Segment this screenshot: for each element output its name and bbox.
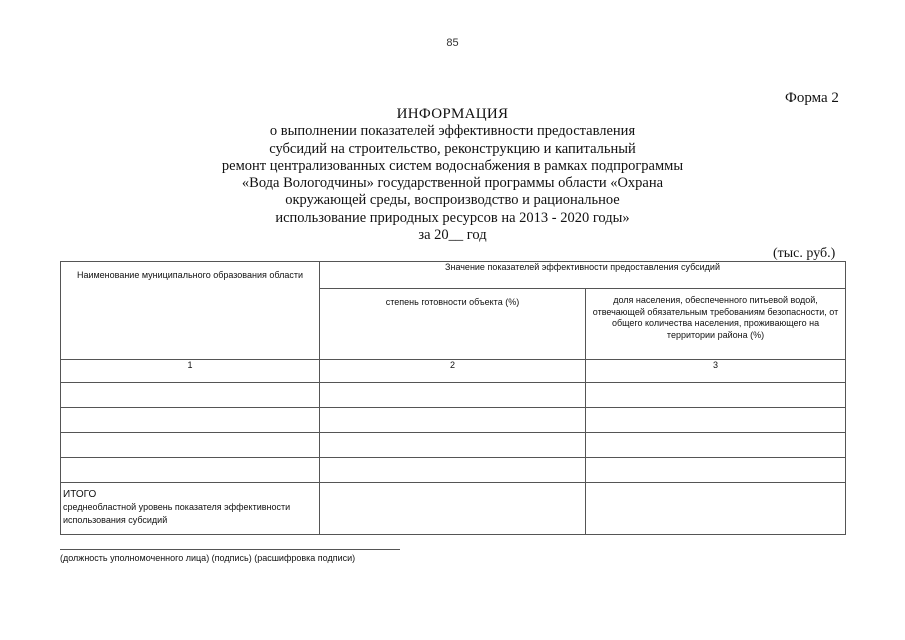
table-row: [61, 383, 846, 408]
header-readiness: степень готовности объекта (%): [320, 289, 586, 360]
table-row: [61, 458, 846, 483]
total-sublabel: среднеобластной уровень показателя эффективности использования субсидий: [63, 502, 291, 525]
title-line: использование природных ресурсов на 2013 - 2020 годы»: [275, 209, 630, 226]
title-line: субсидий на строительство, реконструкцию и капитальный: [269, 140, 636, 157]
table-cell[interactable]: [586, 408, 846, 433]
total-label: ИТОГО: [63, 489, 97, 500]
header-municipality: Наименование муниципального образования области: [61, 262, 320, 360]
table-row: [61, 408, 846, 433]
total-cell-population-share[interactable]: [586, 483, 846, 535]
table-cell[interactable]: [61, 458, 320, 483]
table-cell[interactable]: [586, 458, 846, 483]
title-year-line: за 20__ год: [418, 227, 487, 244]
total-cell-readiness[interactable]: [320, 483, 586, 535]
column-number-3: 3: [586, 360, 846, 383]
header-population-share: доля населения, обеспеченного питьевой водой, отвечающей обязательным требованиям безопасности, от общего количества населения, проживающего на территории района (%): [586, 289, 846, 360]
header-indicator-group: Значение показателей эффективности предоставления субсидий: [320, 262, 846, 289]
total-label-cell: [61, 483, 320, 535]
units-label: (тыс. руб.): [773, 246, 836, 261]
title-line: о выполнении показателей эффективности предоставления: [269, 123, 636, 140]
page-number: 85: [446, 37, 459, 49]
table-row: [61, 433, 846, 458]
column-number-1: 1: [61, 360, 320, 383]
signature-line: [60, 549, 400, 550]
form-label: Форма 2: [785, 90, 839, 106]
document-title: [150, 106, 755, 244]
column-number-2: 2: [320, 360, 586, 383]
table-cell[interactable]: [61, 408, 320, 433]
table-cell[interactable]: [320, 433, 586, 458]
table-cell[interactable]: [320, 383, 586, 408]
table-cell[interactable]: [320, 408, 586, 433]
table-cell[interactable]: [61, 433, 320, 458]
table-cell[interactable]: [320, 458, 586, 483]
total-row: [61, 483, 846, 535]
title-line: окружающей среды, воспроизводство и рациональное: [285, 192, 620, 209]
signature-caption: (должность уполномоченного лица) (подпись) (расшифровка подписи): [60, 553, 356, 563]
title-line: ремонт централизованных систем водоснабжения в рамках подпрограммы: [221, 157, 684, 174]
table-cell[interactable]: [586, 383, 846, 408]
report-table: [60, 261, 846, 535]
table-cell[interactable]: [61, 383, 320, 408]
title-line: «Вода Вологодчины» государственной программы области «Охрана: [241, 175, 664, 192]
title-heading: ИНФОРМАЦИЯ: [396, 106, 509, 122]
table-cell[interactable]: [586, 433, 846, 458]
